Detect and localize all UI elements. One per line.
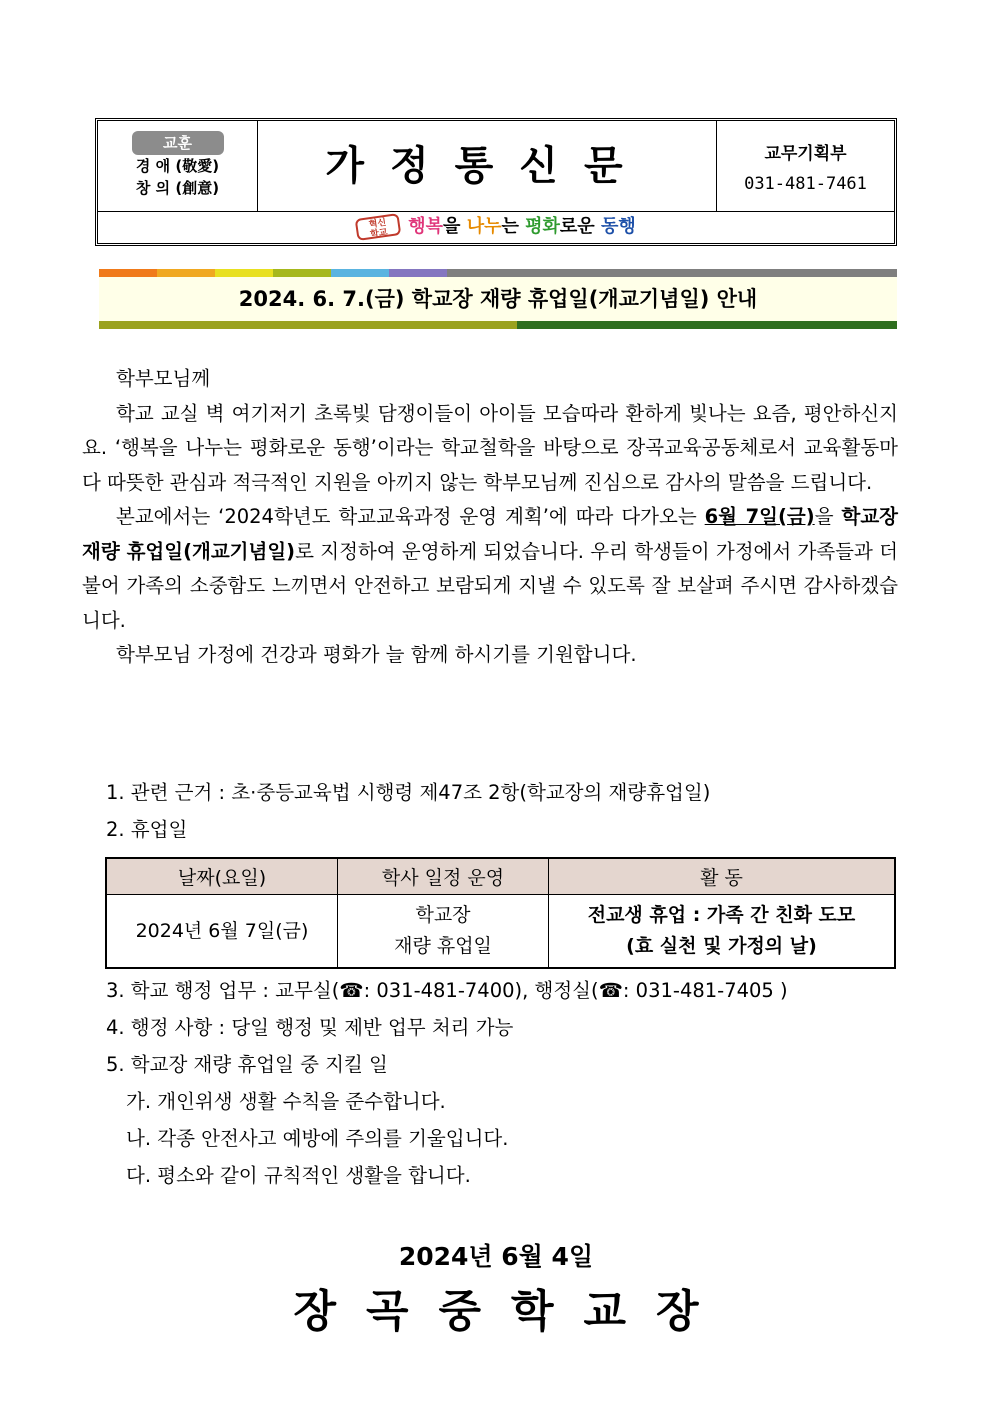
table-cell-activity — [549, 895, 896, 969]
slogan-particle: 는 — [501, 216, 526, 237]
slogan-word-together: 동행 — [600, 216, 636, 237]
rule-safety: 나. 각종 안전사고 예방에 주의를 기울입니다. — [126, 1127, 509, 1150]
paragraph-2-text: 로 지정하여 운영하게 되었습니다. 우리 학생들이 가정에서 가족들과 더불어 가족의 소중함도 느끼면서 안전하고 보람되게 지낼 수 있도록 잘 보살펴 주시면 감사하겠습니다. — [82, 539, 899, 632]
item-holiday: 2. 휴업일 — [106, 818, 188, 841]
color-segment — [389, 269, 447, 277]
table-cell-date: 2024년 6월 7일(금) — [106, 895, 338, 969]
slogan-particle: 로운 — [559, 216, 601, 237]
notice-title: 2024. 6. 7.(금) 학교장 재량 휴업일(개교기념일) 안내 — [99, 277, 897, 321]
department-name: 교무기획부 — [764, 144, 847, 164]
paragraph-1: 학교 교실 벽 여기저기 초록빛 담쟁이들이 아이들 모습따라 환하게 빛나는 요즘, 평안하신지요. ‘행복을 나누는 평화로운 동행’이라는 학교철학을 바탕으로 장곡교육공동체로서 교육활동마다 따뜻한 관심과 적극적인 지원을 아끼지 않는 학부모님께 진심으로 감사의 말씀을 드립니다. — [82, 401, 898, 494]
paragraph-2-text: 을 — [814, 505, 842, 528]
school-motto — [98, 121, 258, 211]
paragraph-3: 학부모님 가정에 건강과 평화가 늘 함께 하시기를 기원합니다. — [116, 643, 637, 666]
holiday-date: 6월 7일(금) — [704, 505, 815, 528]
department-phone: 031-481-7461 — [744, 174, 867, 194]
activity-line-2: (효 실천 및 가정의 날) — [626, 935, 817, 957]
issue-date: 2024년 6월 4일 — [398, 1242, 594, 1271]
title-bottom-strip — [99, 321, 897, 329]
paragraph-2-text: 본교에서는 ‘2024학년도 학교교육과정 운영 계획’에 따라 다가오는 — [116, 505, 705, 528]
table-header-activity: 활 동 — [549, 858, 896, 895]
color-segment — [99, 321, 517, 329]
color-segment — [157, 269, 215, 277]
motto-line-2: 창 의 (創意) — [135, 179, 220, 197]
title-color-strip — [99, 269, 897, 277]
rule-hygiene: 가. 개인위생 생활 수칙을 준수합니다. — [126, 1090, 446, 1113]
slogan-word-share: 나누 — [466, 216, 502, 237]
slogan-word-peace: 평화 — [525, 216, 560, 237]
greeting: 학부모님께 — [116, 367, 211, 390]
table-header-date: 날짜(요일) — [106, 858, 338, 895]
item-admin-notes: 4. 행정 사항 : 당일 행정 및 제반 업무 처리 가능 — [106, 1016, 514, 1039]
holiday-name: 학교장 재량 휴업일(개교기념일) — [82, 505, 898, 563]
item-legal-basis: 1. 관련 근거 : 초·중등교육법 시행령 제47조 2항(학교장의 재량휴업일) — [106, 781, 711, 804]
department-info — [716, 121, 894, 211]
schedule-line-2: 재량 휴업일 — [394, 935, 492, 957]
holiday-table — [105, 857, 896, 969]
table-row — [106, 895, 895, 969]
slogan-word-happiness: 행복 — [408, 216, 444, 237]
color-segment — [447, 269, 897, 277]
motto-line-1: 경 애 (敬愛) — [135, 157, 220, 175]
item-admin-contact: 3. 학교 행정 업무 : 교무실(☎: 031-481-7400), 행정실(☎: 031-481-7405 ) — [106, 979, 788, 1002]
table-header-schedule: 학사 일정 운영 — [338, 858, 549, 895]
color-segment — [215, 269, 273, 277]
newsletter-title: 가정통신문 — [325, 143, 649, 189]
schedule-line-1: 학교장 — [415, 904, 471, 926]
items-top — [106, 774, 906, 848]
school-principal: 장곡중학교장 — [293, 1286, 729, 1337]
letter-body — [82, 362, 898, 673]
item-rules: 5. 학교장 재량 휴업일 중 지킬 일 — [106, 1053, 388, 1076]
color-segment — [331, 269, 389, 277]
activity-line-1: 전교생 휴업 : 가족 간 친화 도모 — [587, 904, 856, 926]
color-segment — [99, 269, 157, 277]
rule-routine: 다. 평소와 같이 규칙적인 생활을 합니다. — [126, 1164, 471, 1187]
slogan-particle: 을 — [443, 216, 467, 237]
items-bottom — [106, 972, 906, 1194]
paragraph-2 — [82, 500, 898, 638]
motto-badge: 교훈 — [132, 131, 224, 155]
color-segment — [273, 269, 331, 277]
letter-header — [95, 118, 897, 246]
table-cell-schedule — [338, 895, 549, 969]
table-header-row — [106, 858, 895, 895]
innovation-school-stamp-icon: 혁신 학교 — [355, 213, 402, 241]
school-slogan — [98, 211, 894, 243]
color-segment — [517, 321, 897, 329]
